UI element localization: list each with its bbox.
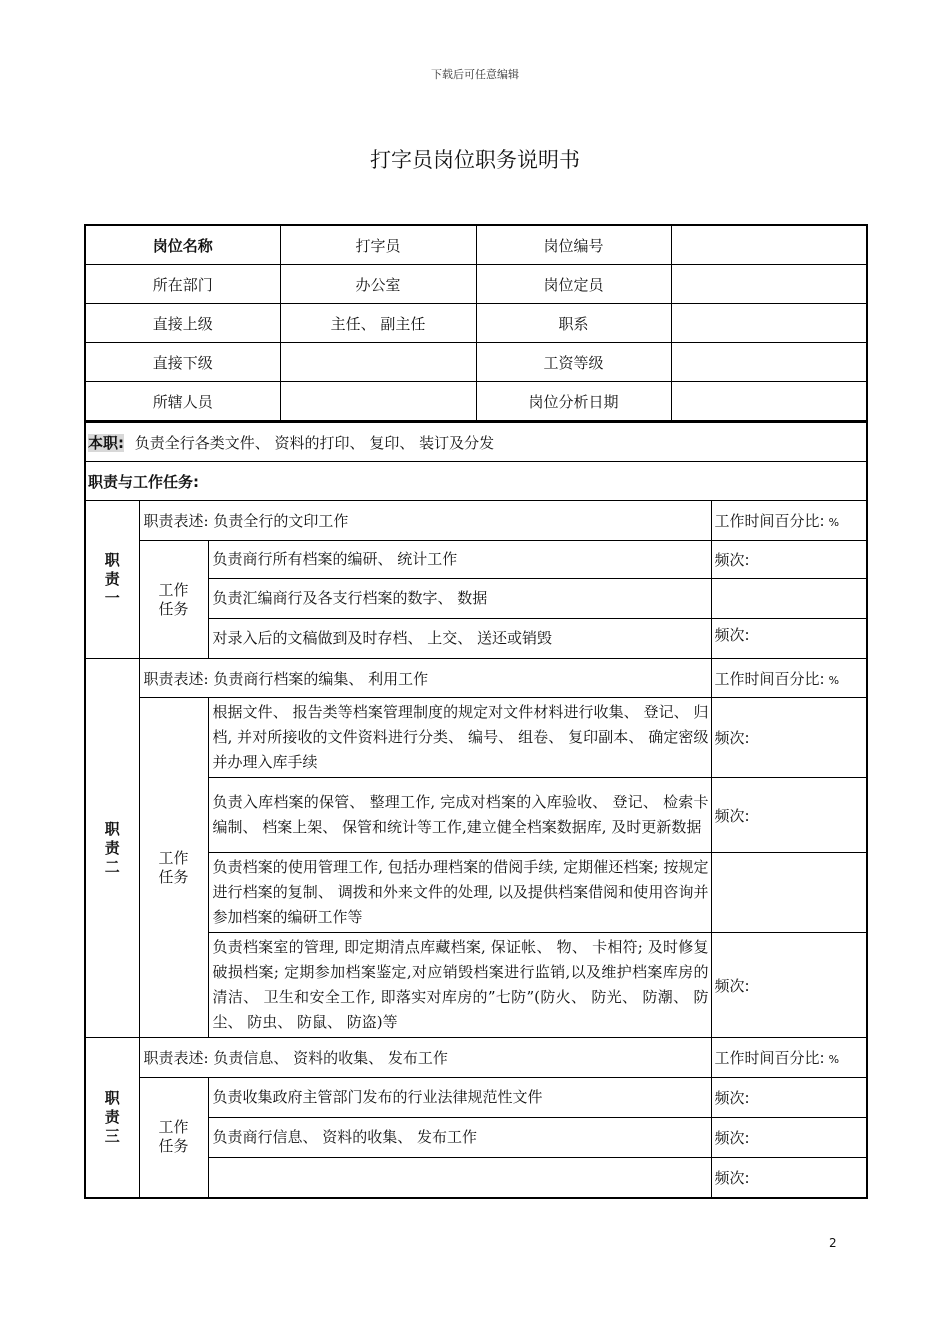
field-value (671, 343, 867, 382)
duties-label-row (85, 462, 867, 501)
duty-desc-row (85, 501, 867, 541)
duty-desc-row (85, 659, 867, 698)
field-value (671, 225, 867, 265)
duty-description: 职责表述: 负责商行档案的编集、 利用工作 (139, 659, 711, 698)
field-label: 岗位分析日期 (476, 382, 671, 422)
time-percentage: 工作时间百分比: % (711, 659, 867, 698)
duty-heading: 职 责 二 (85, 659, 139, 1038)
duties-table (84, 421, 868, 1199)
info-row (85, 304, 867, 343)
field-label: 职系 (476, 304, 671, 343)
field-label: 岗位名称 (85, 225, 280, 265)
task-label: 工作 任务 (139, 541, 208, 659)
field-label: 直接下级 (85, 343, 280, 382)
duty-heading: 职 责 三 (85, 1038, 139, 1198)
duties-label: 职责与工作任务: (85, 462, 867, 501)
task-row (85, 1078, 867, 1118)
field-value: 主任、 副主任 (280, 304, 476, 343)
frequency-empty (711, 579, 867, 619)
frequency: 频次: (711, 933, 867, 1038)
field-value (671, 265, 867, 304)
duty-description: 职责表述: 负责信息、 资料的收集、 发布工作 (139, 1038, 711, 1078)
field-value (280, 382, 476, 422)
frequency-empty (711, 853, 867, 933)
frequency: 频次: (711, 1078, 867, 1118)
duty-summary-row (85, 422, 867, 462)
field-value (671, 382, 867, 422)
task-item: 负责商行所有档案的编研、 统计工作 (208, 541, 711, 579)
frequency: 频次: (711, 698, 867, 778)
frequency: 频次: (711, 1118, 867, 1158)
task-item: 根据文件、 报告类等档案管理制度的规定对文件材料进行收集、 登记、 归档, 并对所接收的文件资料进行分类、 编号、 组卷、 复印副本、 确定密级并办理入库手续 (208, 698, 711, 778)
task-label: 工作 任务 (139, 1078, 208, 1198)
duty-summary-label: 本职: (88, 433, 124, 452)
task-row (85, 698, 867, 778)
field-label: 岗位定员 (476, 265, 671, 304)
document-title: 打字员岗位职务说明书 (370, 148, 580, 172)
task-item: 对录入后的文稿做到及时存档、 上交、 送还或销毁 (208, 619, 711, 659)
field-label: 所在部门 (85, 265, 280, 304)
task-item: 负责档案的使用管理工作, 包括办理档案的借阅手续, 定期催还档案; 按规定进行档案的复制、 调拨和外来文件的处理, 以及提供档案借阅和使用咨询并参加档案的编研工作等 (208, 853, 711, 933)
field-label: 岗位编号 (476, 225, 671, 265)
duty-description: 职责表述: 负责全行的文印工作 (139, 501, 711, 541)
field-label: 直接上级 (85, 304, 280, 343)
frequency: 频次: (711, 619, 867, 659)
info-row (85, 382, 867, 422)
info-row (85, 265, 867, 304)
field-value (671, 304, 867, 343)
task-item: 负责收集政府主管部门发布的行业法律规范性文件 (208, 1078, 711, 1118)
duty-heading: 职 责 一 (85, 501, 139, 659)
field-value: 打字员 (280, 225, 476, 265)
duty-summary-text: 负责全行各类文件、 资料的打印、 复印、 装订及分发 (134, 433, 495, 452)
frequency: 频次: (711, 1158, 867, 1198)
task-item: 负责档案室的管理, 即定期清点库藏档案, 保证帐、 物、 卡相符; 及时修复破损档案; 定期参加档案鉴定,对应销毁档案进行监销,以及维护档案库房的清洁、 卫生和安全工作, 即落实对库房的”七防”(防火、 防光、 防潮、 防尘、 防虫、 防鼠、 防盗)等 (208, 933, 711, 1038)
time-percentage: 工作时间百分比: % (711, 1038, 867, 1078)
field-value (280, 343, 476, 382)
frequency: 频次: (711, 541, 867, 579)
time-percentage: 工作时间百分比: % (711, 501, 867, 541)
task-item (208, 1158, 711, 1198)
duty-summary (85, 422, 867, 462)
duty-desc-row (85, 1038, 867, 1078)
task-item: 负责汇编商行及各支行档案的数字、 数据 (208, 579, 711, 619)
info-row (85, 343, 867, 382)
field-value: 办公室 (280, 265, 476, 304)
task-label: 工作 任务 (139, 698, 208, 1038)
field-label: 所辖人员 (85, 382, 280, 422)
task-row (85, 541, 867, 579)
info-row (85, 225, 867, 265)
header-note: 下载后可任意编辑 (431, 68, 519, 81)
task-item: 负责入库档案的保管、 整理工作, 完成对档案的入库验收、 登记、 检索卡编制、 档案上架、 保管和统计等工作,建立健全档案数据库, 及时更新数据 (208, 778, 711, 853)
position-info-table (84, 224, 868, 422)
field-label: 工资等级 (476, 343, 671, 382)
frequency: 频次: (711, 778, 867, 853)
page-number: 2 (829, 1236, 837, 1250)
task-item: 负责商行信息、 资料的收集、 发布工作 (208, 1118, 711, 1158)
